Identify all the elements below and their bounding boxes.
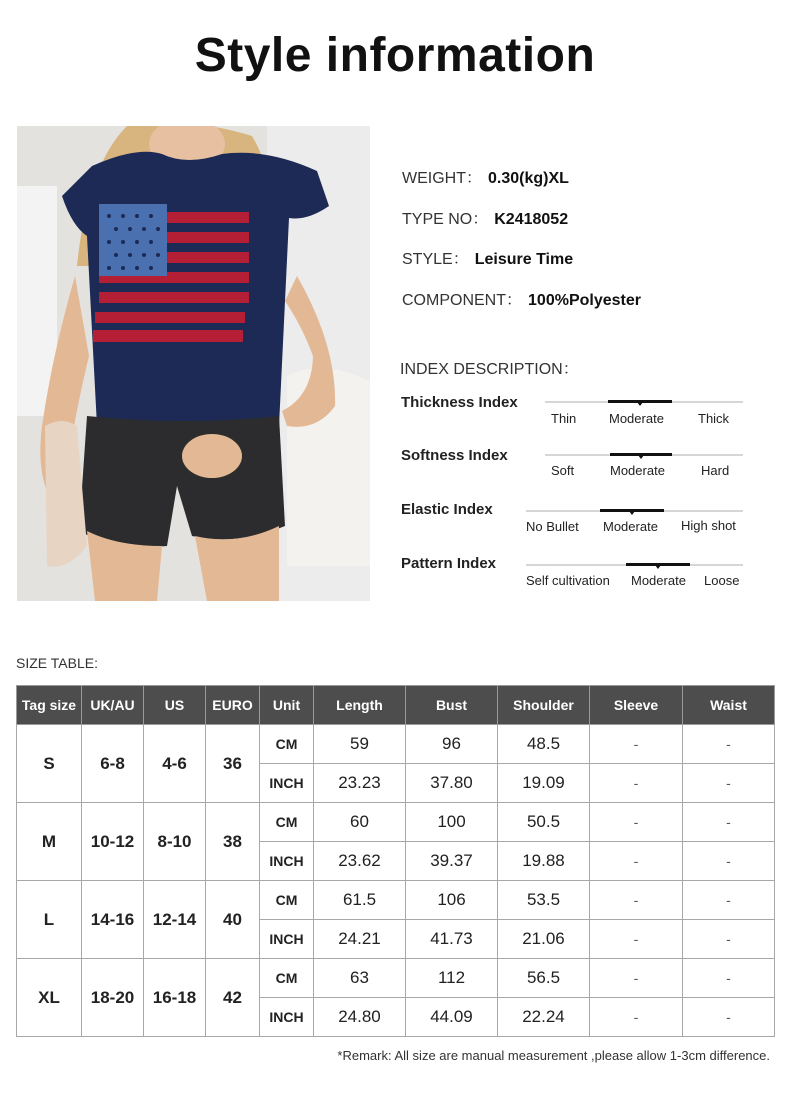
us-cell: 4-6	[144, 725, 206, 803]
us-cell: 16-18	[144, 959, 206, 1037]
table-row	[17, 725, 775, 764]
pattern-index-marker	[626, 563, 690, 566]
shoulder-cell: 50.5	[498, 803, 590, 842]
sleeve-cell: -	[590, 842, 683, 881]
bust-cell: 39.37	[406, 842, 498, 881]
sleeve-cell: -	[590, 803, 683, 842]
sleeve-cell: -	[590, 764, 683, 803]
header-tag-size: Tag size	[17, 686, 82, 725]
model-wearing-flag-top-image	[17, 126, 370, 601]
thickness-option-thin: Thin	[551, 411, 577, 426]
thickness-option-moderate: Moderate	[609, 411, 664, 426]
unit-cell: CM	[260, 725, 314, 764]
type-label: TYPE NO：	[402, 211, 489, 228]
pattern-option-moderate: Moderate	[631, 573, 686, 588]
euro-cell: 38	[206, 803, 260, 881]
table-row	[17, 803, 775, 842]
header-bust: Bust	[406, 686, 498, 725]
unit-cell: CM	[260, 881, 314, 920]
elastic-option-high-shot: High shot	[681, 518, 736, 533]
length-cell: 59	[314, 725, 406, 764]
bust-cell: 100	[406, 803, 498, 842]
softness-option-soft: Soft	[551, 463, 575, 478]
shoulder-cell: 56.5	[498, 959, 590, 998]
header-waist: Waist	[683, 686, 775, 725]
length-cell: 60	[314, 803, 406, 842]
waist-cell: -	[683, 725, 775, 764]
header-unit: Unit	[260, 686, 314, 725]
style-label: STYLE：	[402, 251, 469, 268]
unit-cell: INCH	[260, 920, 314, 959]
pattern-index-name: Pattern Index	[401, 555, 497, 572]
uk-au-cell: 10-12	[82, 803, 144, 881]
softness-option-hard: Hard	[701, 463, 730, 478]
page-title: Style information	[194, 29, 596, 82]
component-label: COMPONENT：	[402, 292, 523, 309]
unit-cell: INCH	[260, 998, 314, 1037]
uk-au-cell: 18-20	[82, 959, 144, 1037]
component-line	[402, 287, 641, 310]
us-cell: 12-14	[144, 881, 206, 959]
length-cell: 24.80	[314, 998, 406, 1037]
unit-cell: INCH	[260, 764, 314, 803]
bust-cell: 112	[406, 959, 498, 998]
bust-cell: 37.80	[406, 764, 498, 803]
softness-option-moderate: Moderate	[610, 463, 665, 478]
type-line	[402, 206, 568, 229]
shoulder-cell: 19.09	[498, 764, 590, 803]
tag-size-cell: XL	[17, 959, 82, 1037]
us-cell: 8-10	[144, 803, 206, 881]
sleeve-cell: -	[590, 881, 683, 920]
elastic-option-moderate: Moderate	[603, 519, 658, 534]
sleeve-cell: -	[590, 725, 683, 764]
size-table-header-row	[17, 686, 775, 725]
euro-cell: 42	[206, 959, 260, 1037]
type-value: K2418052	[494, 211, 569, 228]
length-cell: 23.62	[314, 842, 406, 881]
tag-size-cell: L	[17, 881, 82, 959]
sleeve-cell: -	[590, 998, 683, 1037]
bust-cell: 41.73	[406, 920, 498, 959]
header-euro: EURO	[206, 686, 260, 725]
sleeve-cell: -	[590, 959, 683, 998]
softness-index-marker	[610, 453, 672, 456]
bust-cell: 106	[406, 881, 498, 920]
pattern-option-self-cultivation: Self cultivation	[526, 573, 610, 588]
shoulder-cell: 19.88	[498, 842, 590, 881]
shoulder-cell: 21.06	[498, 920, 590, 959]
waist-cell: -	[683, 842, 775, 881]
length-cell: 61.5	[314, 881, 406, 920]
style-line	[402, 246, 573, 269]
header-us: US	[144, 686, 206, 725]
header-shoulder: Shoulder	[498, 686, 590, 725]
waist-cell: -	[683, 803, 775, 842]
index-description-heading: INDEX DESCRIPTION：	[400, 361, 579, 378]
shoulder-cell: 53.5	[498, 881, 590, 920]
tag-size-cell: M	[17, 803, 82, 881]
table-row	[17, 959, 775, 998]
sleeve-cell: -	[590, 920, 683, 959]
component-value: 100%Polyester	[528, 292, 641, 309]
shoulder-cell: 22.24	[498, 998, 590, 1037]
elastic-option-no-bullet: No Bullet	[526, 519, 579, 534]
bust-cell: 96	[406, 725, 498, 764]
measurement-remark: *Remark: All size are manual measurement ,please allow 1-3cm difference.	[337, 1048, 770, 1063]
unit-cell: CM	[260, 959, 314, 998]
length-cell: 63	[314, 959, 406, 998]
table-row	[17, 881, 775, 920]
pattern-option-loose: Loose	[704, 573, 740, 588]
length-cell: 24.21	[314, 920, 406, 959]
size-table-heading: SIZE TABLE:	[16, 655, 98, 671]
weight-value: 0.30(kg)XL	[488, 170, 569, 187]
weight-label: WEIGHT：	[402, 170, 482, 187]
waist-cell: -	[683, 998, 775, 1037]
elastic-index-marker	[600, 509, 664, 512]
waist-cell: -	[683, 959, 775, 998]
waist-cell: -	[683, 920, 775, 959]
elastic-index-name: Elastic Index	[401, 501, 493, 518]
uk-au-cell: 6-8	[82, 725, 144, 803]
tag-size-cell: S	[17, 725, 82, 803]
thickness-index-name: Thickness Index	[401, 394, 518, 411]
shoulder-cell: 48.5	[498, 725, 590, 764]
header-sleeve: Sleeve	[590, 686, 683, 725]
size-table	[16, 685, 775, 1037]
uk-au-cell: 14-16	[82, 881, 144, 959]
waist-cell: -	[683, 881, 775, 920]
waist-cell: -	[683, 764, 775, 803]
header-length: Length	[314, 686, 406, 725]
weight-line	[402, 165, 569, 188]
thickness-option-thick: Thick	[698, 411, 730, 426]
softness-index-name: Softness Index	[401, 447, 508, 464]
header-uk-au: UK/AU	[82, 686, 144, 725]
unit-cell: INCH	[260, 842, 314, 881]
euro-cell: 36	[206, 725, 260, 803]
thickness-index-marker	[608, 400, 672, 403]
bust-cell: 44.09	[406, 998, 498, 1037]
euro-cell: 40	[206, 881, 260, 959]
length-cell: 23.23	[314, 764, 406, 803]
unit-cell: CM	[260, 803, 314, 842]
product-photo	[17, 126, 370, 601]
style-value: Leisure Time	[474, 251, 574, 268]
